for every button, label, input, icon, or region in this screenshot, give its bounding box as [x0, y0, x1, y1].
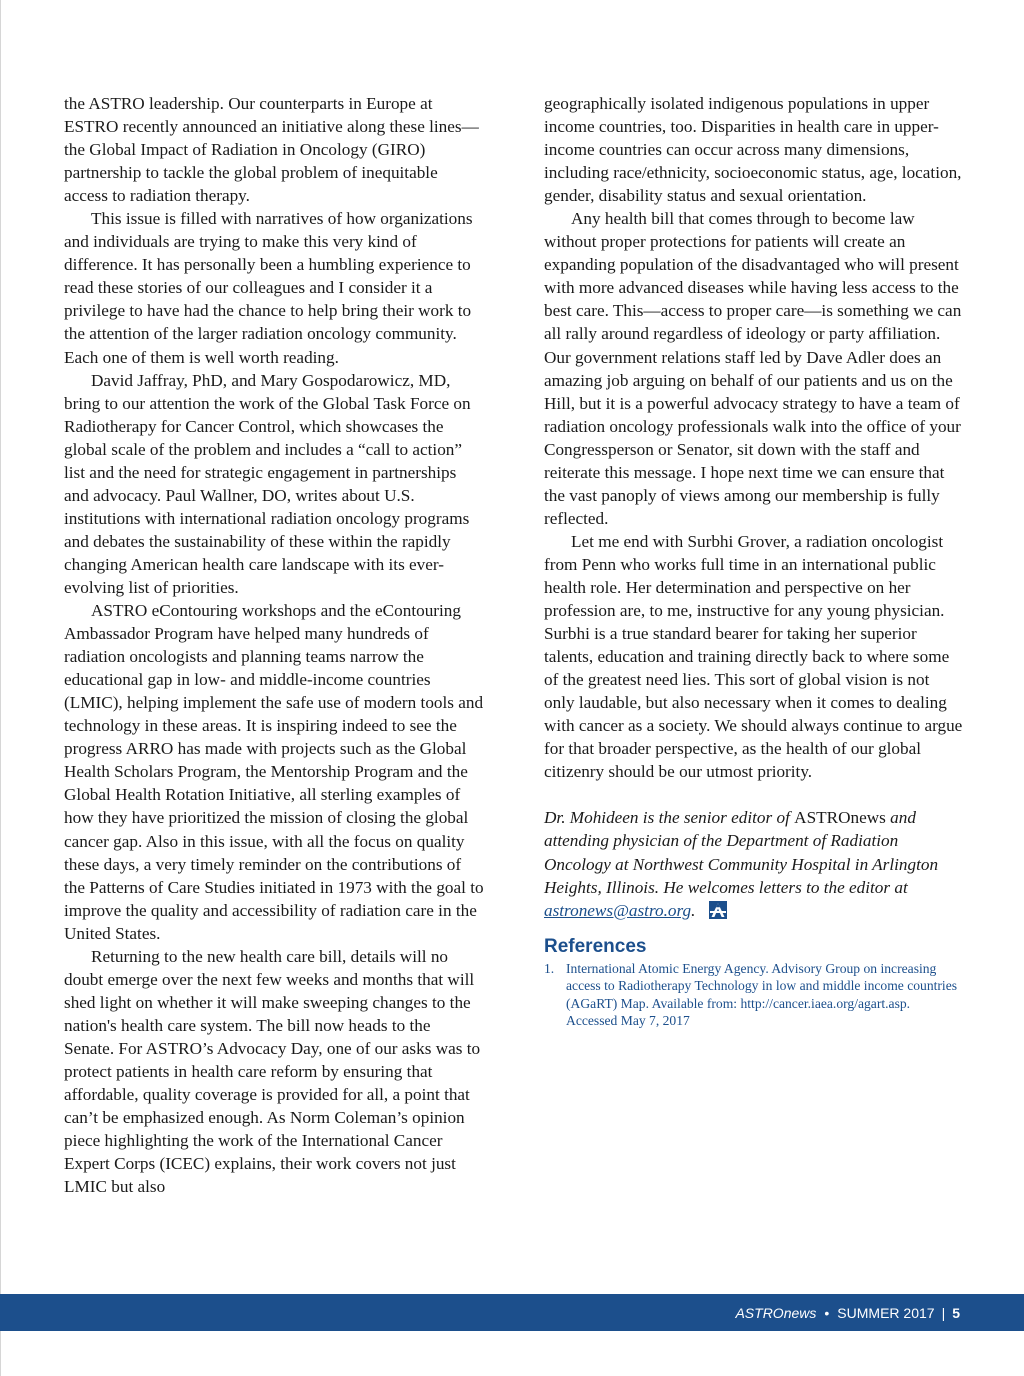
right-paragraph-2: Any health bill that comes through to become law without proper protections for patients will create an expanding population of the disadvantaged who will present with more advanced diseases while having less access to the best care. This—access to proper care—is something we can all rally around regardless of ideology or party affiliation. Our government relations staff led by Dave Adler does an amazing job arguing on behalf of our patients and us on the Hill, but it is a powerful advocacy strategy to have a team of radiation oncology professionals walk into the office of your Congressperson or Senator, sit down with the staff and reiterate this message. I hope next time we can ensure that the vast panoply of views among our membership is fully reflected. [544, 209, 962, 528]
footer-publication-suffix: news [783, 1304, 817, 1321]
editor-email-link[interactable]: astronews@astro.org [544, 900, 692, 920]
astro-logo-icon [709, 901, 727, 919]
left-column [64, 92, 484, 1198]
footer-bar [0, 1294, 1024, 1331]
right-paragraph-1: geographically isolated indigenous populations in upper income countries, too. Disparities in health care in upper-income countries can occur across many dimensions, including race/ethnicity, socioeconomic status, age, location, gender, disability status and sexual orientation. [544, 94, 962, 206]
footer-publication-prefix: ASTRO [735, 1304, 784, 1321]
references-list [544, 960, 964, 1030]
left-paragraph-2: This issue is filled with narratives of how organizations and individuals are trying to make this very kind of difference. It has personally been a humbling experience to read these stories of our colleagues and I consider it a privilege to have had the chance to help bring their work to the attention of the larger radiation oncology community. Each one of them is well worth reading. [64, 209, 473, 367]
footer-divider: | [941, 1304, 946, 1321]
right-paragraph-3: Let me end with Surbhi Grover, a radiation oncologist from Penn who works full time in an international public health role. Her determination and perspective on her profession are, to me, instructive for any young physician. Surbhi is a true standard bearer for taking her superior talents, education and training directly back to where some of the greatest need lies. This sort of global vision is not only laudable, but also necessary when it comes to dealing with cancer as a society. We should always continue to argue for that broader perspective, as the health of our global citizenry should be our utmost priority. [544, 531, 963, 782]
left-paragraph-3: David Jaffray, PhD, and Mary Gospodarowicz, MD, bring to our attention the work of the Global Task Force on Radiotherapy for Cancer Control, which showcases the global scale of the problem and includes a “call to action” list and the need for strategic engagement in partnerships and advocacy. Paul Wallner, DO, writes about U.S. institutions with international radiation oncology programs and debates the sustainability of these within the rapidly changing American health care landscape with its ever-evolving list of priorities. [64, 370, 471, 597]
byline-publication: ASTROnews [794, 808, 886, 828]
reference-number: 1. [544, 960, 555, 976]
left-paragraph-1: the ASTRO leadership. Our counterparts in Europe at ESTRO recently announced an initiative along these lines—the Global Impact of Radiation in Oncology (GIRO) partnership to tackle the global problem of inequitable access to radiation therapy. [64, 94, 479, 206]
right-column [544, 92, 964, 1030]
reference-item [544, 960, 964, 1030]
footer-publication [735, 1305, 816, 1321]
byline-text-1: Dr. Mohideen is the senior editor of [544, 808, 795, 828]
page-edge [0, 0, 1, 1376]
left-paragraph-5: Returning to the new health care bill, details will no doubt emerge over the next few weeks and months that will shed light on whether it will make sweeping changes to the nation's health care system. The bill now heads to the Senate. For ASTRO’s Advocacy Day, one of our asks was to protect patients in health care reform by ensuring that affordable, quality coverage is provided for all, a point that can’t be emphasized enough. As Norm Coleman’s opinion piece highlighting the work of the International Cancer Expert Corps (ICEC) explains, their work covers not just LMIC but also [64, 946, 481, 1197]
footer-content [735, 1294, 960, 1331]
byline-text-2: and attending physician of the Department of Radiation Oncology at Northwest Community Hospital in Arlington Heights, Illinois. He welcomes letters to the editor at [544, 808, 939, 897]
references-heading: References [544, 935, 647, 957]
reference-text: International Atomic Energy Agency. Advisory Group on increasing access to Radiotherapy Technology in low and middle income countries (AGaRT) Map. Available from: http://cancer.iaea.org/agart.asp. Accessed May 7, 2017 [566, 960, 958, 1029]
left-paragraph-4: ASTRO eContouring workshops and the eContouring Ambassador Program have helped many hundreds of radiation oncologists and planning teams narrow the educational gap in low- and middle-income countries (LMIC), helping implement the safe use of modern tools and technology in these areas. It is inspiring indeed to see the progress ARRO has made with projects such as the Global Health Scholars Program, the Mentorship Program and the Global Health Rotation Initiative, all sterling examples of how they have prioritized the mission of closing the global cancer gap. Also in this issue, with all the focus on quality these days, a very timely reminder on the contributions of the Patterns of Care Studies initiated in 1973 with the goal to improve the quality and accessibility of radiation care in the United States. [64, 601, 484, 943]
author-byline [544, 806, 964, 921]
footer-issue: SUMMER 2017 [837, 1304, 935, 1321]
page-number: 5 [952, 1304, 960, 1321]
footer-bullet: • [824, 1304, 830, 1321]
byline-end: . [691, 900, 696, 920]
